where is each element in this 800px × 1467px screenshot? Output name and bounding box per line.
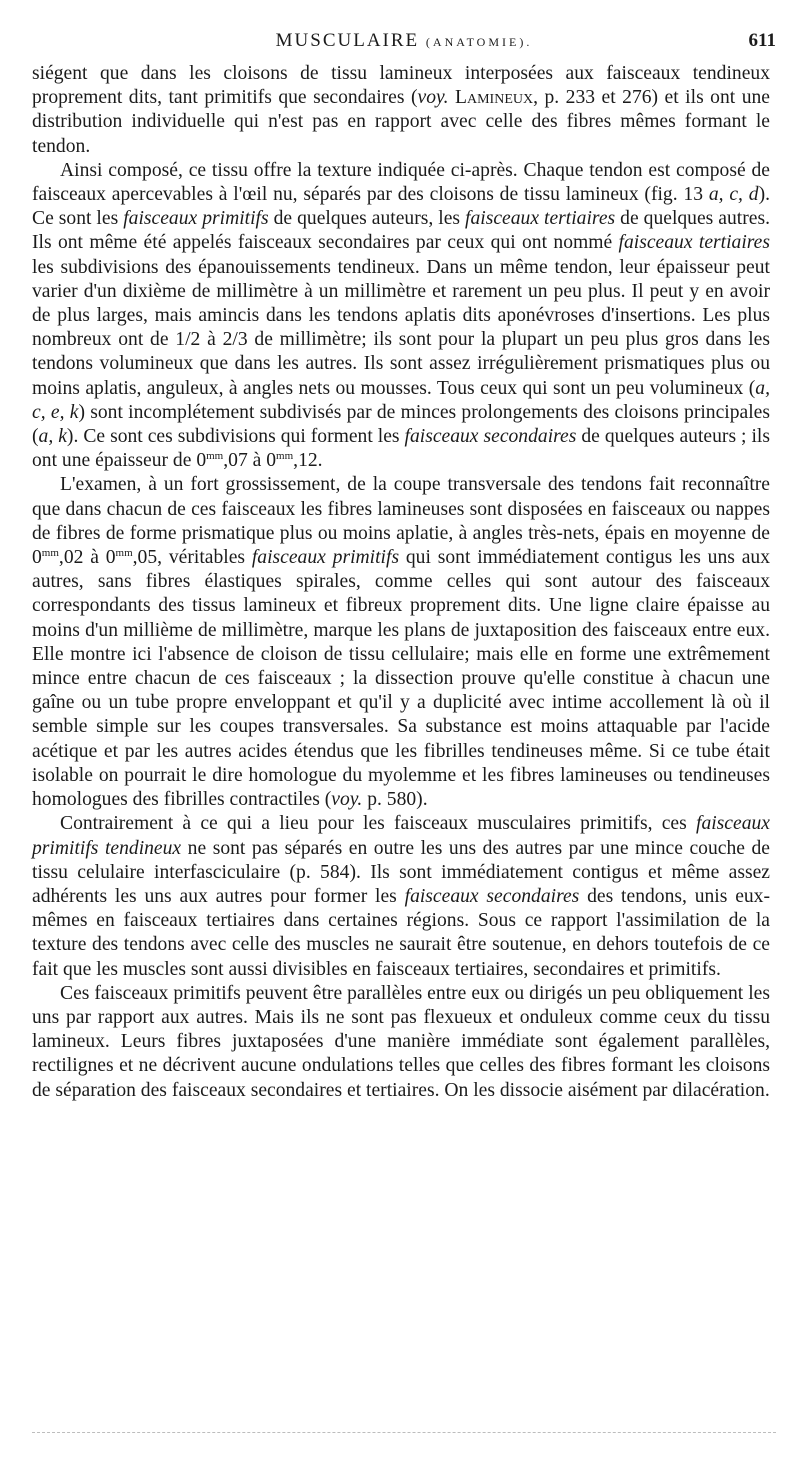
running-title-subtitle: (ANATOMIE).	[425, 35, 533, 49]
italic-text: faisceaux primitifs	[251, 547, 400, 569]
superscript-unit: mm	[115, 547, 133, 560]
superscript-unit: mm	[206, 450, 224, 463]
text-run: L'examen, à un fort grossissement, de la coupe transversale des tendons fait reconnaître que dans chacun de ces faisceaux les fibres lamineuses sont disposées en faisceaux ou nappes de fibres de forme prismatique plus ou moins aplatie, à angles très-nets, épais en moyenne de 0	[32, 474, 770, 569]
italic-text: a, c, e, k	[32, 377, 770, 423]
text-run: ) sont incomplétement subdivisés par de minces prolongements des cloisons principales (	[32, 401, 770, 448]
text-run: ne sont pas séparés en outre les uns des autres par une mince couche de tissu celulaire interfasciculaire (p. 584). Ils sont immédiatement contigus et même assez adhérents les uns aux autres pour former les	[32, 837, 770, 907]
footer-rule	[32, 1432, 776, 1433]
italic-text: voy.	[417, 87, 449, 109]
italic-text: faisceaux tertiaires	[465, 208, 616, 230]
italic-text: faisceaux tertiaires	[618, 232, 770, 254]
text-run: Contrairement à ce qui a lieu pour les faisceaux musculaires primitifs, ces	[60, 813, 696, 835]
running-title	[32, 30, 776, 52]
italic-text: faisceaux secondaires	[404, 885, 580, 907]
text-run: ,07 à 0	[223, 450, 277, 472]
text-run: ). Ce sont ces subdivisions qui forment les	[66, 426, 405, 448]
page-header	[32, 30, 776, 56]
text-run: des tendons, unis eux-mêmes en faisceaux tertiaires dans certaines régions. Sous ce rapport l'assimilation de la texture des tendons avec celle des muscles ne saurait être soutenue, en dehors toutefois de ce fait que les muscles sont aussi divisibles en faisceaux tertiaires, secondaires et primitifs.	[32, 885, 771, 980]
text-run: de quelques autres. Ils ont même été appelés faisceaux secondaires par ceux qui ont nommé	[32, 208, 770, 254]
paragraph	[32, 812, 770, 981]
paragraph	[32, 982, 770, 1103]
text-run: Ces faisceaux primitifs peuvent être parallèles entre eux ou dirigés un peu obliquement les uns par rapport aux autres. Mais ils ne sont pas flexueux et onduleux comme ceux du tissu lamineux. Leurs fibres juxtaposées d'une manière immédiate sont également parallèles, rectilignes et ne décrivent aucune ondulations telles que celles des fibres formant les cloisons de séparation des faisceaux secondaires et tertiaires. On les dissocie aisément par dilacération.	[32, 982, 770, 1101]
text-run: , p. 233 et 276) et ils ont une distribution individuelle qui n'est pas en rapport avec celle des fibres mêmes formant le tendon.	[32, 87, 770, 157]
paragraph	[32, 159, 770, 474]
superscript-unit: mm	[41, 547, 59, 560]
italic-text: a, c, d	[708, 184, 759, 206]
text-run: ,12.	[293, 450, 323, 472]
text-run: ,02 à 0	[58, 547, 116, 569]
text-run: de quelques auteurs, les	[268, 208, 466, 230]
italic-text: faisceaux secondaires	[404, 426, 577, 448]
text-run: ,05, véritables	[132, 547, 252, 569]
paragraph	[32, 62, 770, 159]
smallcaps-text: Lamineux	[455, 87, 534, 109]
paragraph	[32, 473, 770, 812]
superscript-unit: mm	[276, 450, 294, 463]
text-run: p. 580).	[362, 789, 428, 811]
page-number: 611	[748, 30, 776, 51]
italic-text: a, k	[38, 426, 67, 448]
text-run: les subdivisions des épanouissements tendineux. Dans un même tendon, leur épaisseur peut varier d'un dixième de millimètre à un millimètre et rarement un peu plus. Il peut y en avoir de plus larges, mais amincis dans les tendons aplatis dits aponévroses d'insertions. Les plus nombreux ont de 1/2 à 2/3 de millimètre; ils sont pour la plupart un peu plus gros dans les tendons volumineux que dans les autres. Ils sont assez irrégulièrement prismatiques plus ou moins aplatis, anguleux, à angles nets ou mousses. Tous ceux qui sont un peu volumineux (	[32, 256, 770, 399]
text-run: siégent que dans les cloisons de tissu lamineux interposées aux faisceaux tendineux proprement dits, tant primitifs que secondaires (	[32, 63, 770, 109]
body-text	[32, 62, 770, 1103]
text-run: qui sont immédiatement contigus les uns aux autres, sans fibres élastiques spirales, comme celles qui sont autour des faisceaux correspondants des tissus lamineux et fibreux proprement dits. Une ligne claire épaisse au moins d'un millième de millimètre, marque les plans de juxtaposition des faisceaux entre eux. Elle montre ici l'absence de cloison de tissu cellulaire; mais elle en forme une extrêmement mince entre chacun de ces faisceaux ; la dissection prouve qu'elle constitue à chacun une gaîne ou un tube propre enveloppant et qu'il y a duplicité avec intime accollement là où il semble simple sur les coupes transversales. Sa substance est moins attaquable par l'acide acétique et par les autres acides étendus que les fibrilles tendineuses même. Si ce tube était isolable on pourrait le dire homologue du myolemme et les fibres lamineuses ou tendineuses homologues des fibrilles contractiles (	[32, 547, 770, 811]
italic-text: faisceaux primitifs tendineux	[32, 813, 770, 859]
italic-text: faisceaux primitifs	[123, 208, 269, 230]
text-run: ). Ce sont les	[32, 184, 770, 230]
text-run: de quelques auteurs ; ils ont une épaisseur de 0	[32, 426, 770, 472]
running-title-main: MUSCULAIRE	[275, 30, 420, 51]
text-run: Ainsi composé, ce tissu offre la texture indiquée ci-après. Chaque tendon est composé de faisceaux apercevables à l'œil nu, séparés par des cloisons de tissu lamineux (fig. 13	[32, 159, 770, 206]
italic-text: voy.	[331, 789, 363, 811]
